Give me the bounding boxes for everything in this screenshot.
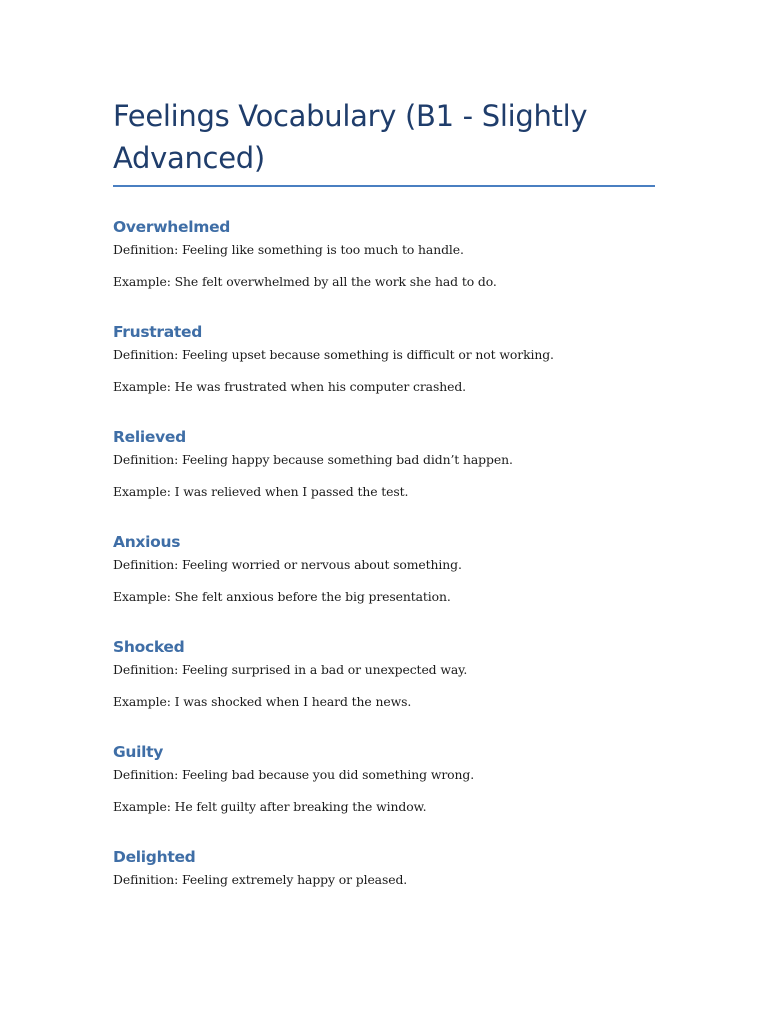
vocab-entry [113,427,655,500]
vocab-term: Overwhelmed [113,218,231,236]
vocab-example: Example: She felt overwhelmed by all the work she had to do. [113,274,497,289]
vocab-definition: Definition: Feeling happy because something bad didn’t happen. [113,452,513,467]
vocab-definition: Definition: Feeling surprised in a bad or unexpected way. [113,662,468,677]
vocab-definition: Definition: Feeling upset because something is difficult or not working. [113,347,554,362]
vocab-entry [113,742,655,815]
vocab-example: Example: He felt guilty after breaking the window. [113,799,427,814]
document-page [113,95,655,920]
vocab-definition: Definition: Feeling extremely happy or pleased. [113,872,408,887]
vocab-term: Relieved [113,428,186,446]
vocab-definition: Definition: Feeling bad because you did something wrong. [113,767,475,782]
vocab-example: Example: He was frustrated when his computer crashed. [113,379,467,394]
document-title: Feelings Vocabulary (B1 - Slightly Advanced) [113,99,588,175]
vocab-term: Guilty [113,743,164,761]
vocab-term: Anxious [113,533,181,551]
vocab-entry [113,847,655,888]
vocab-term: Frustrated [113,323,203,341]
vocab-example: Example: I was relieved when I passed the test. [113,484,409,499]
vocab-entry [113,637,655,710]
vocab-definition: Definition: Feeling like something is too much to handle. [113,242,464,257]
vocab-term: Delighted [113,848,196,866]
title-divider [113,185,655,187]
vocab-entry [113,217,655,290]
vocab-entry [113,322,655,395]
vocab-term: Shocked [113,638,185,656]
vocab-example: Example: She felt anxious before the big presentation. [113,589,451,604]
vocab-example: Example: I was shocked when I heard the news. [113,694,412,709]
vocab-definition: Definition: Feeling worried or nervous about something. [113,557,462,572]
vocab-entry [113,532,655,605]
